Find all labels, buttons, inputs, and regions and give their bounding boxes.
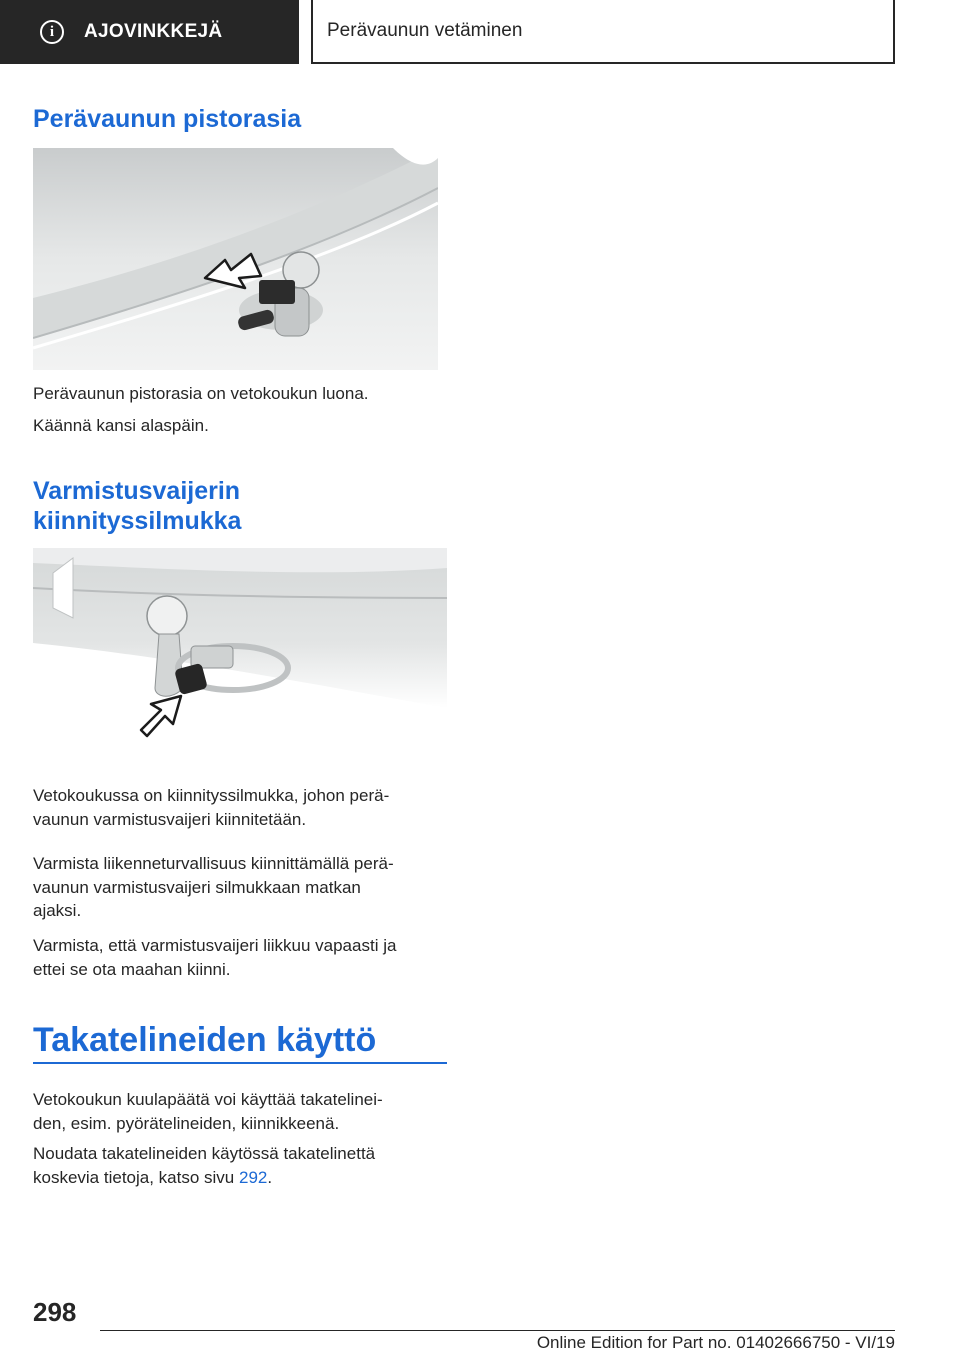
rear-carrier-paragraph-2: Noudata takatelineiden käytössä takatelinettä koskevia tietoja, katso sivu 292.: [33, 1144, 376, 1187]
page-number: 298: [33, 1297, 77, 1327]
trailer-socket-illustration-icon: [33, 148, 438, 370]
page-link[interactable]: 292: [238, 1167, 268, 1187]
eyelet-paragraph-2: Varmista liikenneturvallisuus kiinnittämällä perä‐ vaunun varmistusvaijeri silmukkaan matkan ajaksi.: [33, 854, 394, 920]
chapter-title: Perävaunun vetäminen: [327, 20, 523, 41]
eyelet-heading-line2: kiinnityssilmukka: [33, 507, 242, 535]
section-tab: [0, 0, 299, 64]
edition-info: Online Edition for Part no. 01402666750 - VI/19: [536, 1333, 895, 1352]
eyelet-heading-line1: Varmistusvaijerin: [33, 477, 241, 505]
safety-cable-eyelet-illustration-icon: [33, 548, 447, 746]
rear-carrier-paragraph-1: Vetokoukun kuulapäätä voi käyttää takatelinei‐ den, esim. pyörätelineiden, kiinnikkeenä.: [33, 1090, 383, 1133]
eyelet-paragraph-1: Vetokoukussa on kiinnityssilmukka, johon perä‐ vaunun varmistusvaijeri kiinnitetään.: [33, 786, 390, 829]
section-label: AJOVINKKEJÄ: [84, 21, 223, 42]
eyelet-heading: [33, 476, 241, 536]
socket-instruction: Käännä kansi alaspäin.: [33, 416, 209, 435]
chapter-tab: [311, 0, 895, 64]
socket-heading: Perävaunun pistorasia: [33, 105, 302, 133]
footer-rule: [100, 1330, 895, 1331]
socket-paragraph: Perävaunun pistorasia on vetokoukun luona.: [33, 384, 369, 403]
eyelet-paragraph-3: Varmista, että varmistusvaijeri liikkuu vapaasti ja ettei se ota maahan kiinni.: [33, 936, 397, 979]
heading-rule: [33, 1062, 447, 1064]
rear-carrier-heading: Takatelineiden käyttö: [33, 1021, 377, 1059]
info-icon: i: [40, 20, 64, 44]
